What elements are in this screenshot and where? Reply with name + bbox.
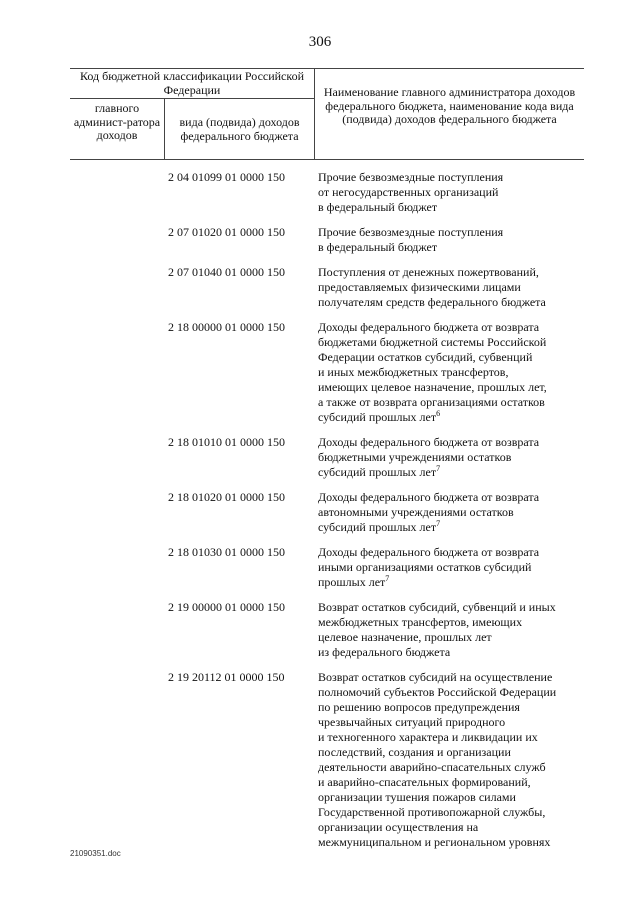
income-code: 2 19 20112 01 0000 150 <box>168 670 285 684</box>
income-code: 2 18 00000 01 0000 150 <box>168 320 285 334</box>
description-text: Доходы федерального бюджета от возврата бюджетами бюджетной системы Российской Федерации остатков субсидий, субвенций и иных межбюджетных трансфертов, имеющих целевое назначение, прошлых лет, а также от возврата организациями остатков субсидий прошлых лет <box>318 320 547 424</box>
income-description <box>318 435 586 480</box>
description-text: Возврат остатков субсидий, субвенций и иных межбюджетных трансфертов, имеющих целевое назначение, прошлых лет из федерального бюджета <box>318 600 556 659</box>
table-row <box>0 670 640 850</box>
income-code: 2 18 01010 01 0000 150 <box>168 435 285 449</box>
footnote-marker: 7 <box>436 519 441 528</box>
table-row <box>0 225 640 255</box>
file-name: 21090351.doc <box>70 849 121 858</box>
income-code: 2 19 00000 01 0000 150 <box>168 600 285 614</box>
footnote-marker: 7 <box>385 574 390 583</box>
income-description <box>318 225 586 255</box>
table-row <box>0 320 640 425</box>
income-description <box>318 600 586 660</box>
description-text: Возврат остатков субсидий на осуществление полномочий субъектов Российской Федерации по решению вопросов предупреждения чрезвычайных ситуаций природного и техногенного характера и ликвидации их последствий, создания и организации деятельности аварийно-спасательных служб и аварийно-спасательных формирований, организации тушения пожаров силами Государственной противопожарной службы, организации осуществления на межмуниципальном и региональном уровнях <box>318 670 557 849</box>
description-text: Доходы федерального бюджета от возврата бюджетными учреждениями остатков субсидий прошлых лет <box>318 435 540 479</box>
page-number: 306 <box>308 34 332 50</box>
income-code: 2 04 01099 01 0000 150 <box>168 170 285 184</box>
income-description <box>318 170 586 215</box>
income-description <box>318 320 586 425</box>
admin-column-heading: главного админист-ратора доходов <box>73 101 161 142</box>
income-description <box>318 545 586 590</box>
footnote-marker: 6 <box>436 409 441 418</box>
income-description <box>318 490 586 535</box>
code-group-heading: Код бюджетной классификации Российской Федерации <box>79 69 305 97</box>
income-description <box>318 265 586 310</box>
table-row <box>0 490 640 535</box>
footnote-marker: 7 <box>436 464 441 473</box>
income-code: 2 07 01040 01 0000 150 <box>168 265 285 279</box>
description-text: Прочие безвозмездные поступления в федеральный бюджет <box>318 225 504 254</box>
table-header <box>70 68 584 160</box>
table-row <box>0 600 640 660</box>
description-text: Доходы федерального бюджета от возврата иными организациями остатков субсидий прошлых лет <box>318 545 540 589</box>
description-text: Прочие безвозмездные поступления от негосударственных организаций в федеральный бюджет <box>318 170 504 214</box>
header-divider <box>70 98 314 99</box>
table-row <box>0 170 640 215</box>
table-row <box>0 265 640 310</box>
income-code: 2 18 01020 01 0000 150 <box>168 490 285 504</box>
table-row <box>0 435 640 480</box>
income-description <box>318 670 586 850</box>
description-text: Доходы федерального бюджета от возврата автономными учреждениями остатков субсидий прошлых лет <box>318 490 540 534</box>
income-code: 2 07 01020 01 0000 150 <box>168 225 285 239</box>
kind-column-heading: вида (подвида) доходов федерального бюджета <box>179 115 300 143</box>
description-text: Поступления от денежных пожертвований, предоставляемых физическими лицами получателям средств федерального бюджета <box>318 265 546 309</box>
table-row <box>0 545 640 590</box>
income-code: 2 18 01030 01 0000 150 <box>168 545 285 559</box>
name-column-heading: Наименование главного администратора доходов федерального бюджета, наименование кода вида (подвида) доходов федерального бюджета <box>323 85 576 126</box>
table-body <box>0 170 640 860</box>
